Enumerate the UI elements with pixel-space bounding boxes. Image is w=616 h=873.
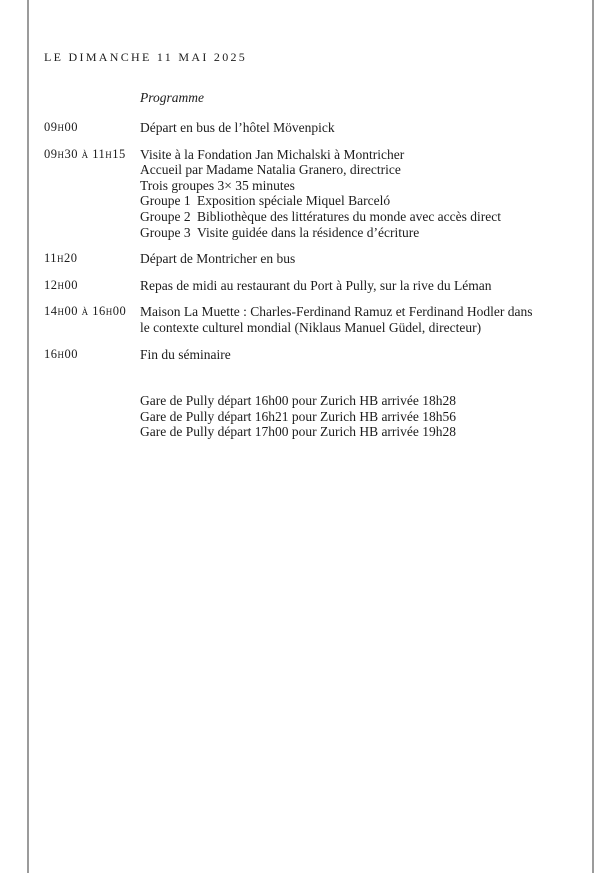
schedule-time: 16h00 <box>44 346 78 361</box>
group-row <box>140 193 584 209</box>
schedule-line: Visite à la Fondation Jan Michalski à Montricher <box>140 146 405 162</box>
schedule-row <box>44 278 584 294</box>
schedule-line: Maison La Muette : Charles-Ferdinand Ramuz et Ferdinand Hodler dans <box>140 304 533 320</box>
schedule-line: Trois groupes 3× 35 minutes <box>140 177 295 193</box>
group-label: Groupe 1 <box>140 193 191 209</box>
schedule-description <box>140 278 584 294</box>
schedule-row <box>44 251 584 267</box>
program-title: Programme <box>140 90 204 105</box>
group-label: Groupe 2 <box>140 208 191 224</box>
schedule <box>44 120 584 362</box>
schedule-row <box>44 347 584 363</box>
group-text: Visite guidée dans la résidence d’écriture <box>197 224 420 240</box>
schedule-description <box>140 347 584 363</box>
schedule-time: 09h00 <box>44 120 78 134</box>
train-schedule <box>140 393 584 440</box>
schedule-line: le contexte culturel mondial (Niklaus Manuel Güdel, directeur) <box>140 319 482 335</box>
schedule-row <box>44 304 584 335</box>
schedule-time: 09h30 à 11h15 <box>44 146 126 161</box>
group-text: Exposition spéciale Miquel Barceló <box>197 193 391 209</box>
schedule-line: Départ en bus de l’hôtel Mövenpick <box>140 120 335 135</box>
schedule-time: 14h00 à 16h00 <box>44 304 127 319</box>
date-header: LE DIMANCHE 11 MAI 2025 <box>44 50 248 64</box>
train-line: Gare de Pully départ 16h00 pour Zurich HB arrivée 18h28 <box>140 393 457 409</box>
schedule-row <box>44 120 584 136</box>
page-edge-right <box>592 0 594 873</box>
schedule-time: 12h00 <box>44 277 78 292</box>
schedule-description <box>140 304 584 335</box>
group-label: Groupe 3 <box>140 224 191 240</box>
schedule-line: Départ de Montricher en bus <box>140 251 296 267</box>
group-row <box>140 209 584 225</box>
schedule-line: Repas de midi au restaurant du Port à Pully, sur la rive du Léman <box>140 277 492 293</box>
schedule-row <box>44 147 584 241</box>
group-text: Bibliothèque des littératures du monde avec accès direct <box>197 208 502 224</box>
train-line: Gare de Pully départ 16h21 pour Zurich HB arrivée 18h56 <box>140 408 457 424</box>
schedule-line: Fin du séminaire <box>140 346 231 362</box>
schedule-line: Accueil par Madame Natalia Granero, directrice <box>140 162 401 178</box>
page-content <box>44 50 584 440</box>
schedule-description <box>140 147 584 241</box>
schedule-time: 11h20 <box>44 251 78 266</box>
schedule-description <box>140 120 584 136</box>
train-line: Gare de Pully départ 17h00 pour Zurich HB arrivée 19h28 <box>140 424 457 440</box>
page-edge-left <box>27 0 29 873</box>
schedule-description <box>140 251 584 267</box>
group-row <box>140 225 584 241</box>
